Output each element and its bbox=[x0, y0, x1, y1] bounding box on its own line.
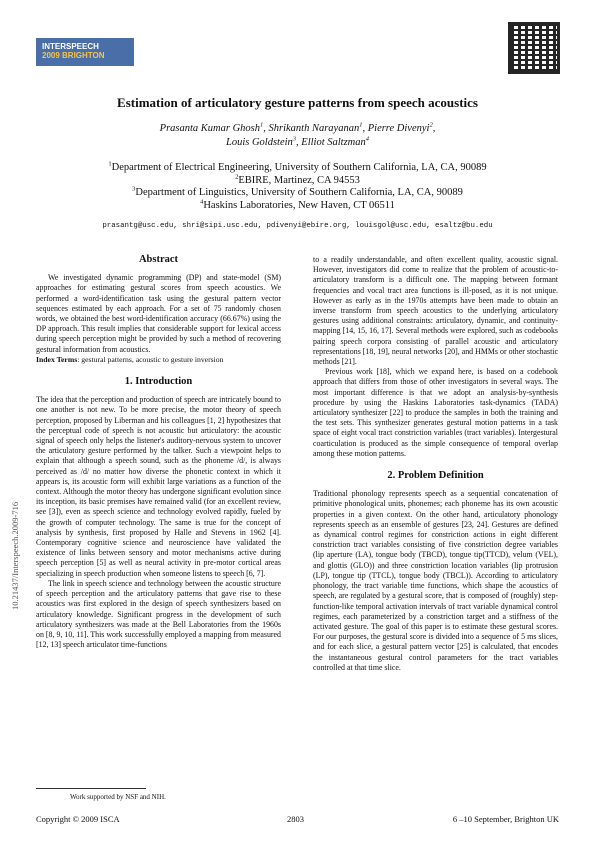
affiliation-text: EBIRE, Martinez, CA 94553 bbox=[238, 174, 360, 186]
affiliation bbox=[40, 175, 555, 188]
intro-paragraph-4: Previous work [18], which we expand here, is based on a codebook approach that differs from those of other investigators in several ways. The most important difference is that we adopt an analysis-by-synthesis procedure by using the Haskins Laboratories task-dynamics (TADA) articulatory synthesizer [22] to produce the samples in both the training and the test sets. This synthesizer generates gestural motion patterns in a task space of eight vocal tract constriction variables (tract variables). Intergestural coarticulation is produced as the simple consequence of temporal overlap among these motion patterns. bbox=[313, 367, 558, 458]
author-line-1: Prasanta Kumar Ghosh$^1$, Shrikanth Narayanan$^1$, Pierre Divenyi$^2$, bbox=[159, 121, 436, 134]
affiliation-sup: 2 bbox=[235, 173, 239, 180]
footer-copyright: Copyright © 2009 ISCA bbox=[36, 814, 120, 824]
intro-heading: 1. Introduction bbox=[124, 376, 193, 388]
affiliation-text: Department of Linguistics, University of Southern California, LA, CA, 90089 bbox=[135, 187, 463, 198]
footer-page-number: 2803 bbox=[287, 814, 304, 824]
author-name: Elliot Saltzman bbox=[301, 137, 366, 148]
footer-conference-date: 6 –10 September, Brighton UK bbox=[452, 814, 559, 824]
author-sup: 2 bbox=[429, 121, 433, 129]
footnote-rule bbox=[36, 788, 146, 789]
intro-paragraph-2: The link in speech science and technology between the acoustic structure of speech perception and the articulatory patterns that gave rise to these acoustics was first explored in the design of speech synthesizers based on articulatory knowledge. Significant progress in the development of such articulatory synthesizers was made at the Bell Laboratories from the 1960s on [8, 9, 10, 11]. This work successfully employed a mapping from measured [12, 13] speech articulator time-functions bbox=[36, 578, 281, 650]
intro-paragraph-1: The idea that the perception and production of speech are intricately bound to one another is not new. To be more precise, the motor theory of speech perception, proposed by Liberman and his colleagues [1, 2] hypothesizes that the perceptual code of speech is not acoustic but articulatory: the acoustic signal of speech only helps the listener's auditory-nervous system to uncover the articulatory gesture performed by the talker. Such a viewpoint helps to explain that although a speech sound, such as the phoneme /d/, is always perceived as /d/ no matter how diverse the phonetic context in which it appears is, its acoustic form will exhibit large variations as a function of the context. Although the motor theory has undergone significant evolution since its inception, its basic premises have remained valid (for an excellent review, see [3]), even as speech science and technology evolved rapidly, fueled by the growth of computer technology. The same is true for the concept of analysis by synthesis, first proposed by Halle and Stevens in 1962 [4]. Contemporary cognitive science and neuroscience have validated the existence of links between sensory and motor mechanisms active during speech perception [5] as well as neural activity in pre-motor cortical areas specializing in speech production when someone listens to speech [6, 7]. bbox=[36, 395, 281, 578]
affiliation bbox=[40, 200, 555, 213]
affiliation bbox=[40, 162, 555, 175]
author-sup: 4 bbox=[365, 135, 370, 143]
right-column bbox=[313, 255, 558, 673]
problem-heading: 2. Problem Definition bbox=[387, 470, 484, 482]
problem-paragraph: Traditional phonology represents speech as a sequential concatenation of primitive phonological units, phonemes; each phoneme has its own acoustic properties in a given context. On the other hand, articulatory phonology represents speech as an ensemble of gestures [23, 24]. Gestures are defined as dynamical control regimes for constriction actions in eight different constriction tract variables consisting of five constriction degree variables (lip aperture (LA), tongue body (TBCD), tongue tip(TTCD), velum (VEL), and glottis (GLO)) and three constriction location variables (lip protrusion (LP), tongue tip (TTCL), tongue body (TBCL)). According to articulatory phonology, the tract variable time functions, which shape the acoustics of speech, are regulated by a gestural score, that is composed of (roughly) step-function-like temporal activation intervals of tract variable dynamical control regimes, each parameterized by a constriction target and a stiffness of the activated gesture. The goal of this paper is to estimate these gestural scores. For our purposes, the gestural score is divided into a sequence of 5 ms slices, and for each slice, a gestural pattern vector [25] is calculated, that encodes the instantaneous gestural control parameters for the tract variables controlled at that time slice. bbox=[313, 489, 558, 672]
index-terms-label: Index Terms bbox=[36, 354, 78, 364]
author-name: Prasanta Kumar Ghosh bbox=[159, 123, 261, 134]
footnote: Work supported by NSF and NIH. bbox=[70, 793, 166, 801]
conference-logo bbox=[36, 38, 134, 66]
author-sup: 1 bbox=[260, 121, 264, 129]
author-sup: 3 bbox=[292, 135, 297, 143]
affiliation-text: Haskins Laboratories, New Haven, CT 06511 bbox=[203, 199, 395, 211]
abstract-body: We investigated dynamic programming (DP) and state-model (SM) approaches for estimating gestural scores from speech acoustics. We performed a word-identification task using the gestural pattern vector sequences estimated by each approach. For a set of 75 randomly chosen words, we obtained the best word-identification accuracy (66.67%) using the DP approach. This result implies that considerable support for lexical access during speech perception might be provided by such a method of recovering gestural information from acoustics. bbox=[36, 273, 281, 354]
affiliation-list bbox=[40, 162, 555, 212]
author-name: Shrikanth Narayanan bbox=[268, 123, 360, 134]
doi-side-label: 10.21437/Interspeech.2009-716 bbox=[10, 501, 20, 610]
author-line-2: Louis Goldstein$^3$, Elliot Saltzman$^4$ bbox=[225, 135, 370, 148]
logo-line2: 2009 BRIGHTON bbox=[42, 51, 105, 60]
intro-paragraph-3: to a readily understandable, and often excellent quality, acoustic signal. However, investigators did come to realize that the problem of acoustic-to-articulatory transform is a difficult one. The mapping between formant frequencies and vocal tract area functions is ill-posed, as it is not unique. However as early as in the 1970s attempts have been made to obtain an inverse transform from speech acoustics to the underlying articulatory gestures using additional constraints: articulatory, dynamic, and continuity-mapping [14, 15, 16, 17]. Several methods were explored, such as codebooks pairing speech corpora consisting of parallel acoustic and articulatory representations [18, 19], neural networks [20], and HMMs or other stochastic methods [21]. bbox=[313, 255, 558, 367]
author-name: Louis Goldstein bbox=[225, 137, 293, 148]
left-column bbox=[36, 255, 281, 650]
affiliation-sup: 3 bbox=[132, 185, 136, 193]
affiliation-text: Department of Electrical Engineering, University of Southern California, LA, CA, 90089 bbox=[111, 162, 487, 173]
paper-title: Estimation of articulatory gesture patterns from speech acoustics bbox=[117, 95, 478, 110]
affiliation bbox=[40, 187, 555, 200]
author-name: Pierre Divenyi bbox=[367, 123, 430, 134]
affiliation-sup: 4 bbox=[200, 198, 204, 205]
logo-line1: INTERSPEECH bbox=[42, 42, 99, 51]
abstract-heading: Abstract bbox=[138, 254, 179, 265]
affiliation-sup: 1 bbox=[108, 160, 112, 168]
author-emails: prasantg@usc.edu, shri@sipi.usc.edu, pdivenyi@ebire.org, louisgol@usc.edu, esaltz@bu.edu bbox=[102, 222, 493, 230]
author-sup: 1 bbox=[359, 121, 363, 129]
index-terms bbox=[36, 355, 281, 365]
qr-code-icon bbox=[508, 22, 560, 74]
author-list bbox=[80, 122, 515, 150]
index-terms-text: : gestural patterns, acoustic to gesture inversion bbox=[77, 354, 224, 364]
